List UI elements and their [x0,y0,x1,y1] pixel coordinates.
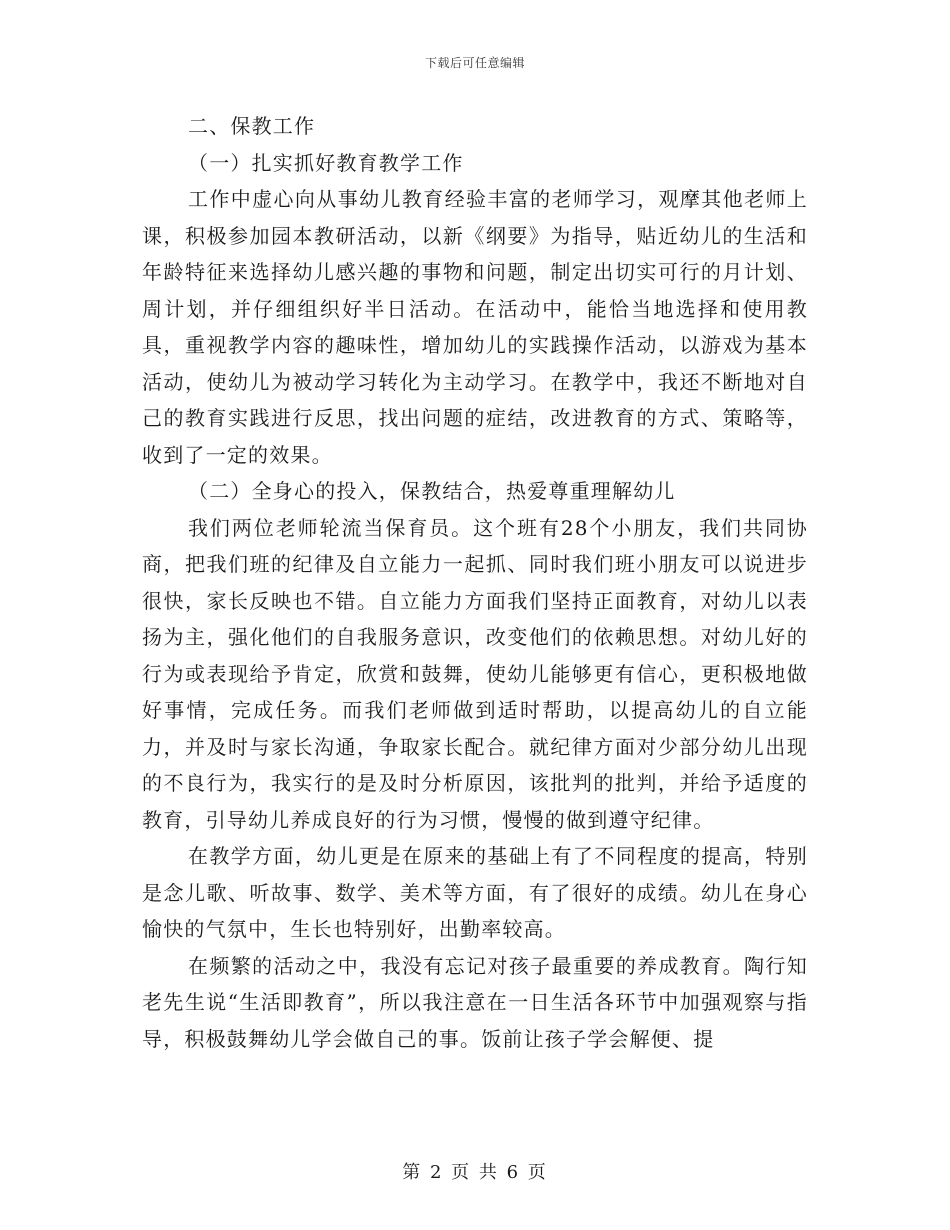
document-body [142,108,808,1057]
paragraph-1: 工作中虚心向从事幼儿教育经验丰富的老师学习，观摩其他老师上课，积极参加园本教研活动，以新《纲要》为指导，贴近幼儿的生活和年龄特征来选择幼儿感兴趣的事物和问题，制定出切实可行的月计划、周计划，并仔细组织好半日活动。在活动中，能恰当地选择和使用教具，重视教学内容的趣味性，增加幼儿的实践操作活动，以游戏为基本活动，使幼儿为被动学习转化为主动学习。在教学中，我还不断地对自己的教育实践进行反思，找出问题的症结，改进教育的方式、策略等，收到了一定的效果。 [142,187,808,467]
subsection-title-1: （一）扎实抓好教育教学工作 [188,150,464,175]
page-number: 第 2 页 共 6 页 [402,1162,548,1183]
subsection-title-2: （二）全身心的投入，保教结合，热爱尊重理解幼儿 [188,479,676,503]
paragraph-2: 我们两位老师轮流当保育员。这个班有28个小朋友，我们共同协商，把我们班的纪律及自立能力一起抓、同时我们班小朋友可以说进步很快，家长反映也不错。自立能力方面我们坚持正面教育，对幼儿以表扬为主，强化他们的自我服务意识，改变他们的依赖思想。对幼儿好的行为或表现给予肯定，欣赏和鼓舞，使幼儿能够更有信心，更积极地做好事情，完成任务。而我们老师做到适时帮助，以提高幼儿的自立能力，并及时与家长沟通，争取家长配合。就纪律方面对少部分幼儿出现的不良行为，我实行的是及时分析原因，该批判的批判，并给予适度的教育，引导幼儿养成良好的行为习惯，慢慢的做到遵守纪律。 [142,515,808,832]
header-note: 下载后可任意编辑 [424,56,525,70]
section-title: 二、保教工作 [188,114,316,138]
paragraph-3: 在教学方面，幼儿更是在原来的基础上有了不同程度的提高，特别是念儿歌、听故事、数学、美术等方面，有了很好的成绩。幼儿在身心愉快的气氛中，生长也特别好，出勤率较高。 [142,844,808,941]
paragraph-4: 在频繁的活动之中，我没有忘记对孩子最重要的养成教育。陶行知老先生说“生活即教育”，所以我注意在一日生活各环节中加强观察与指导，积极鼓舞幼儿学会做自己的事。饭前让孩子学会解便、提 [142,953,808,1051]
